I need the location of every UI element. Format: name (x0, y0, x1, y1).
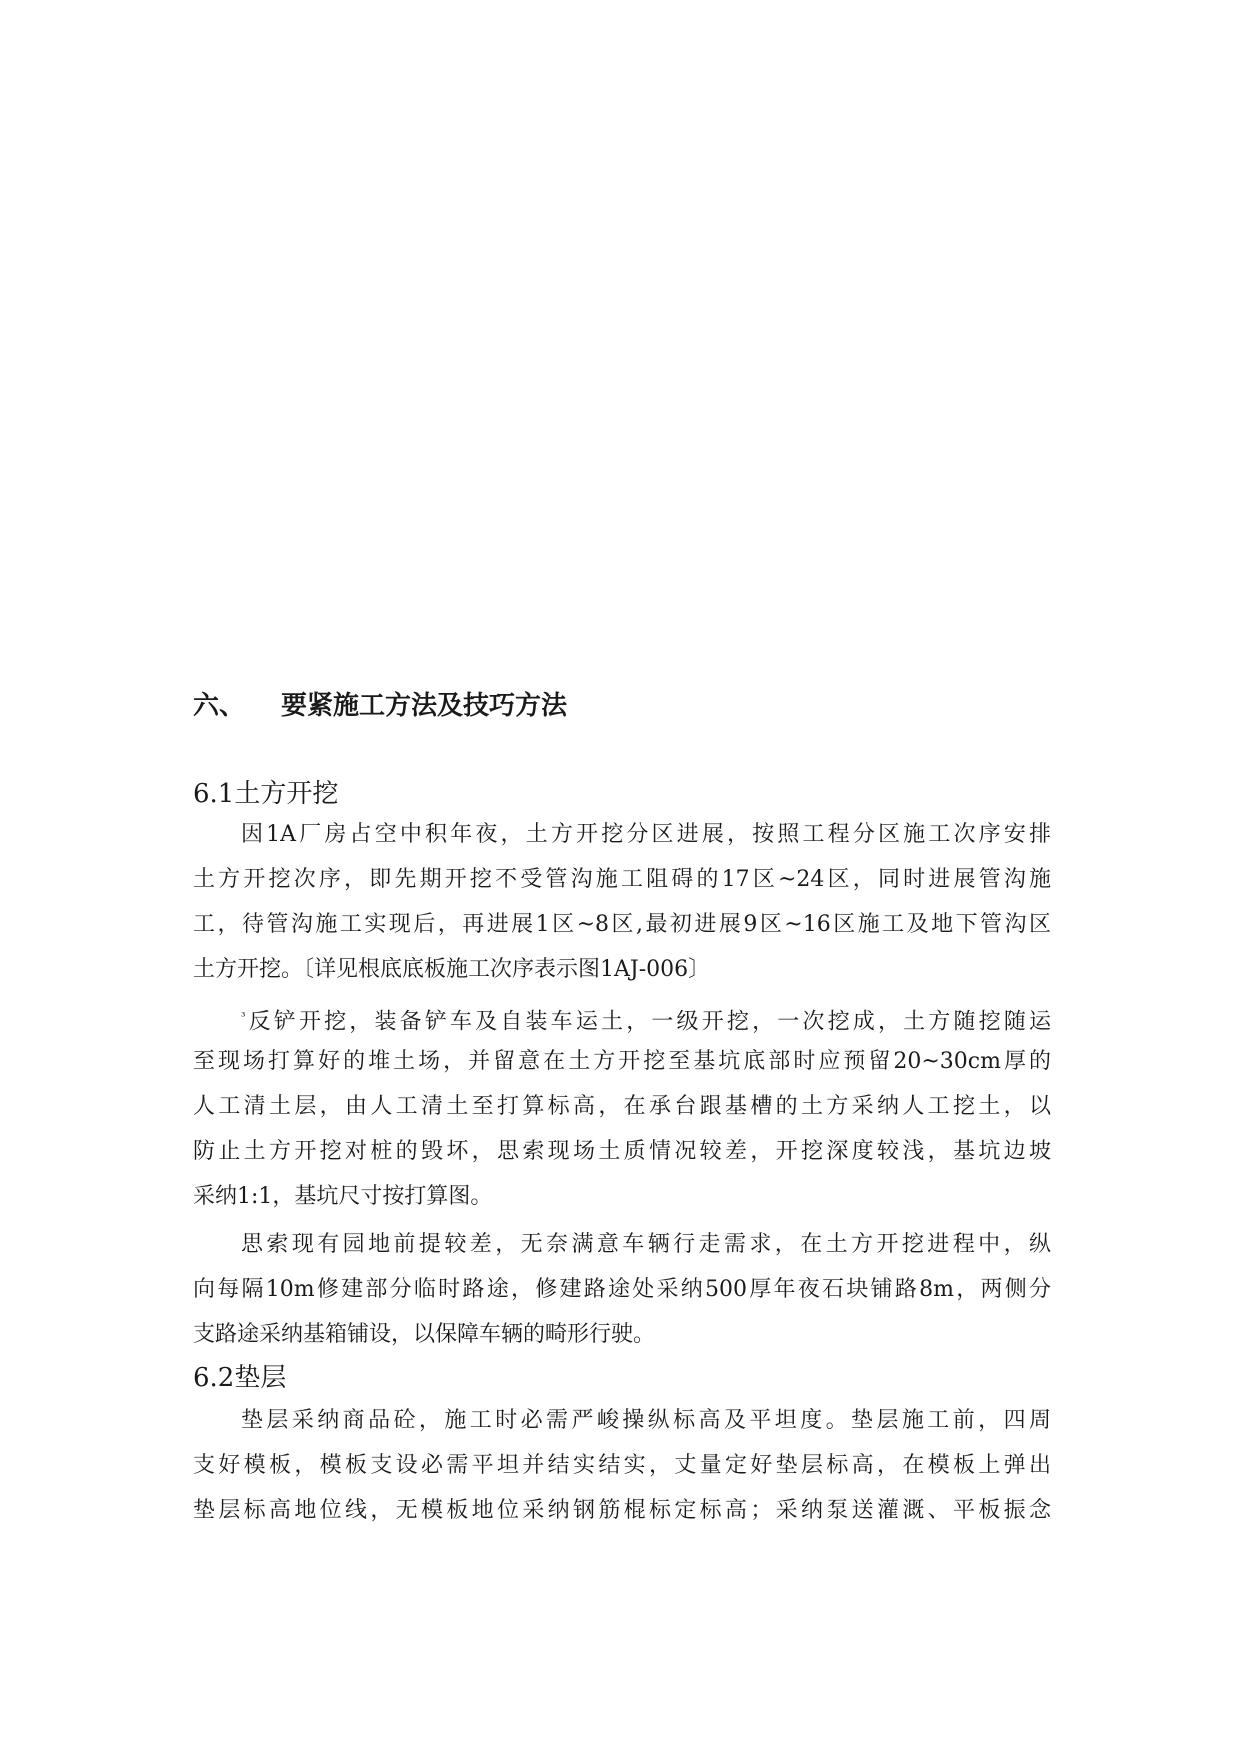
paragraph-line: 人工清土层，由人工清土至打算标高，在承台跟基槽的土方采纳人工挖土，以 (193, 1094, 1051, 1119)
paragraph (193, 1222, 1051, 1357)
paragraph-line: 向每隔10m修建部分临时路途，修建路途处采纳500厚年夜石块铺路8m，两侧分 (193, 1277, 1051, 1302)
superscript-mark: ³ (241, 1010, 246, 1023)
paragraph (193, 812, 1051, 992)
chapter-heading (193, 688, 567, 724)
paragraph-line: 因1A厂房占空中积年夜，土方开挖分区进展，按照工程分区施工次序安排 (241, 822, 1051, 847)
paragraph-line (193, 994, 1051, 1039)
paragraph-line: 思索现有园地前提较差，无奈满意车辆行走需求，在土方开挖进程中，纵 (241, 1232, 1051, 1257)
paragraph-line: 垫层标高地位线，无模板地位采纳钢筋棍标定标高；采纳泵送灌溉、平板振念 (193, 1498, 1051, 1523)
paragraph-line: 采纳1:1，基坑尺寸按打算图。 (193, 1184, 493, 1209)
paragraph-line: 支路途采纳基箱铺设，以保障车辆的畸形行驶。 (193, 1322, 656, 1347)
paragraph (193, 1398, 1051, 1533)
section-title-6-2: 6.2垫层 (193, 1363, 287, 1393)
chapter-number: 六、 (193, 691, 246, 721)
paragraph-line: 垫层采纳商品砼，施工时必需严峻操纵标高及平坦度。垫层施工前，四周 (241, 1408, 1051, 1433)
paragraph-line: 土方开挖次序，即先期开挖不受管沟施工阻碍的17区~24区，同时进展管沟施 (193, 867, 1051, 892)
paragraph-line: 至现场打算好的堆土场，并留意在土方开挖至基坑底部时应预留20~30cm厚的 (193, 1049, 1051, 1074)
paragraph-line: 防止土方开挖对桩的毁坏，思索现场土质情况较差，开挖深度较浅，基坑边坡 (193, 1139, 1051, 1164)
chapter-title: 要紧施工方法及技巧方法 (281, 691, 568, 721)
paragraph-line-text: 反铲开挖，装备铲车及自装车运土，一级开挖，一次挖成，土方随挖随运 (245, 1009, 1051, 1035)
paragraph-line: 土方开挖。〔详见根底底板施工次序表示图1AJ-006〕 (193, 957, 711, 982)
paragraph-line: 支好模板，模板支设必需平坦并结实结实，丈量定好垫层标高，在模板上弹出 (193, 1453, 1051, 1478)
paragraph-line: 工，待管沟施工实现后，再进展1区~8区,最初进展9区~16区施工及地下管沟区 (193, 912, 1051, 937)
section-title-6-1: 6.1土方开挖 (193, 779, 339, 809)
paragraph (193, 994, 1051, 1219)
